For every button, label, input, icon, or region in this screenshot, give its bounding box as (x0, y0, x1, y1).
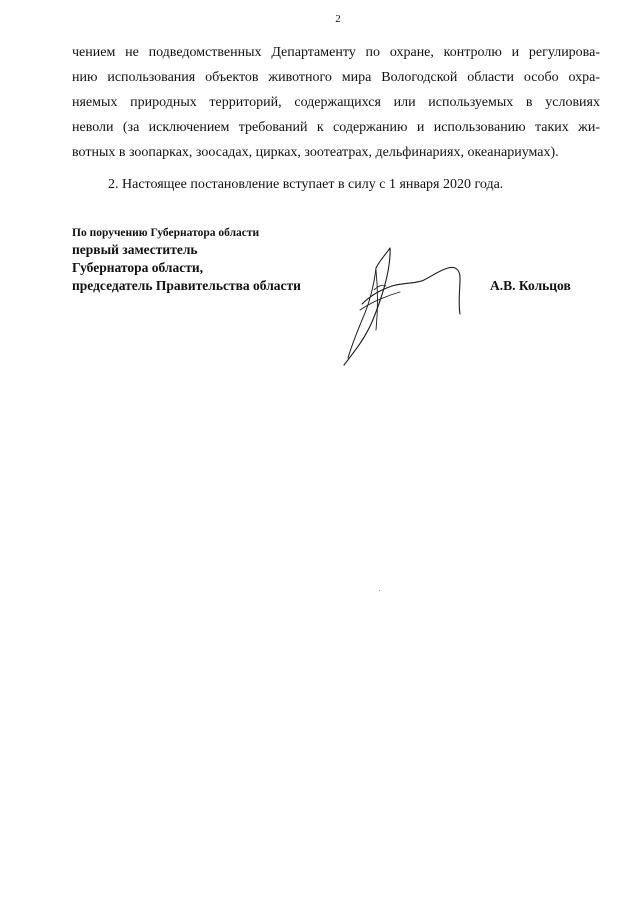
scan-speck (379, 590, 380, 591)
paragraph-1-line: неволи (за исключением требований к содержанию и использованию таких жи- (72, 120, 600, 135)
signatory-title-line: первый заместитель (72, 242, 198, 257)
paragraph-1 (72, 40, 600, 165)
paragraph-1-line: вотных в зоопарках, зоосадах, цирках, зоотеатрах, дельфинариях, океанариумах). (72, 145, 559, 160)
signatory-title-line: председатель Правительства области (72, 278, 301, 293)
paragraph-2: 2. Настоящее постановление вступает в силу с 1 января 2020 года. (108, 177, 504, 192)
paragraph-1-line: няемых природных территорий, содержащихся или используемых в условиях (72, 95, 600, 110)
paragraph-1-line: нию использования объектов животного мира Вологодской области особо охра- (72, 70, 600, 85)
signatory-order-line: По поручению Губернатора области (72, 227, 260, 239)
signatory-title-line: Губернатора области, (72, 260, 203, 275)
paragraph-1-line: чением не подведомственных Департаменту по охране, контролю и регулирова- (72, 45, 600, 60)
signatory-block (72, 225, 301, 295)
page-number: 2 (335, 13, 341, 25)
handwritten-signature (336, 240, 476, 370)
signatory-name: А.В. Кольцов (490, 278, 571, 293)
